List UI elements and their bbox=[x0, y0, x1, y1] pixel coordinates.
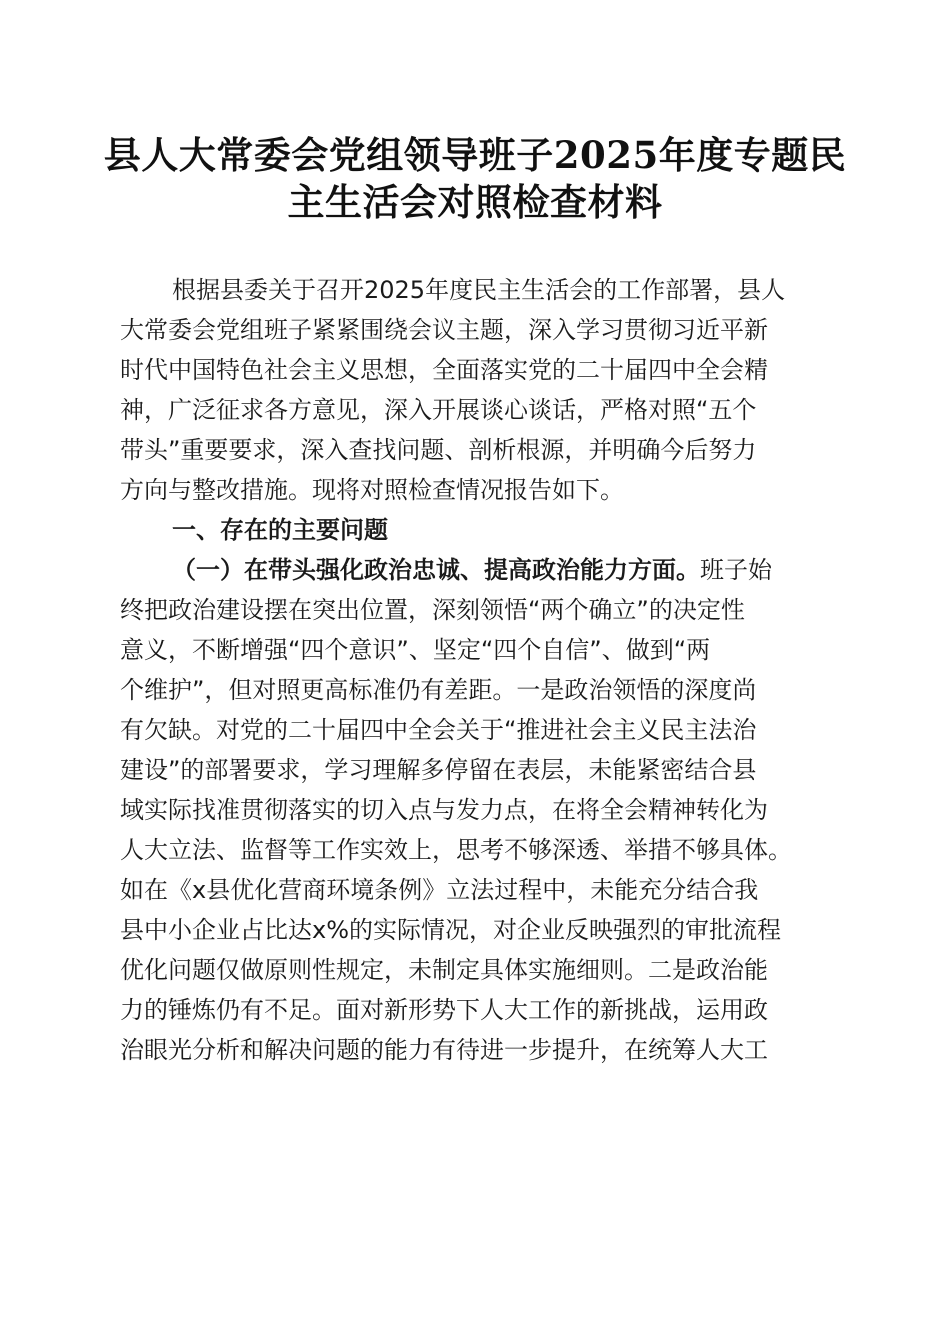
subsection-1-first-line bbox=[120, 550, 840, 590]
title-line-1: 县人大常委会党组领导班子2025年度专题民 bbox=[103, 133, 847, 177]
subsection-1-line-9: 如在《x县优化营商环境条例》立法过程中，未能充分结合我 bbox=[120, 876, 759, 904]
subsection-1-line-2: 终把政治建设摆在突出位置，深刻领悟“两个确立”的决定性 bbox=[120, 596, 745, 624]
subsection-1-line-4: 个维护”，但对照更高标准仍有差距。一是政治领悟的深度尚 bbox=[120, 676, 757, 704]
intro-line-2: 大常委会党组班子紧紧围绕会议主题，深入学习贯彻习近平新 bbox=[120, 316, 768, 344]
subsection-1-line-3: 意义，不断增强“四个意识”、坚定“四个自信”、做到“两 bbox=[120, 636, 711, 664]
intro-line-3: 时代中国特色社会主义思想，全面落实党的二十届四中全会精 bbox=[120, 356, 768, 384]
subsection-1-line-10: 县中小企业占比达x%的实际情况，对企业反映强烈的审批流程 bbox=[120, 916, 782, 944]
subsection-1-line-6: 建设”的部署要求，学习理解多停留在表层，未能紧密结合县 bbox=[120, 756, 757, 784]
intro-line-5: 带头”重要要求，深入查找问题、剖析根源，并明确今后努力 bbox=[120, 436, 757, 464]
subsection-1-first-line-rest: 班子始 bbox=[700, 556, 772, 584]
subsection-1-lead: （一）在带头强化政治忠诚、提高政治能力方面。 bbox=[172, 556, 700, 584]
section-heading-1: 一、存在的主要问题 bbox=[172, 516, 388, 544]
title-line-2: 主生活会对照检查材料 bbox=[287, 180, 663, 224]
subsection-1-line-5: 有欠缺。对党的二十届四中全会关于“推进社会主义民主法治 bbox=[120, 716, 757, 744]
intro-line-4: 神，广泛征求各方意见，深入开展谈心谈话，严格对照“五个 bbox=[120, 396, 757, 424]
intro-line-6: 方向与整改措施。现将对照检查情况报告如下。 bbox=[120, 476, 624, 504]
intro-line-1: 根据县委关于召开2025年度民主生活会的工作部署，县人 bbox=[172, 276, 786, 304]
subsection-1-line-11: 优化问题仅做原则性规定，未制定具体实施细则。二是政治能 bbox=[120, 956, 768, 984]
document-title bbox=[100, 132, 850, 226]
subsection-1-line-12: 力的锤炼仍有不足。面对新形势下人大工作的新挑战，运用政 bbox=[120, 996, 768, 1024]
subsection-1-line-7: 域实际找准贯彻落实的切入点与发力点，在将全会精神转化为 bbox=[120, 796, 768, 824]
document-body bbox=[120, 270, 840, 1070]
subsection-1-line-13: 治眼光分析和解决问题的能力有待进一步提升，在统筹人大工 bbox=[120, 1036, 768, 1064]
subsection-1-line-8: 人大立法、监督等工作实效上，思考不够深透、举措不够具体。 bbox=[120, 836, 792, 864]
